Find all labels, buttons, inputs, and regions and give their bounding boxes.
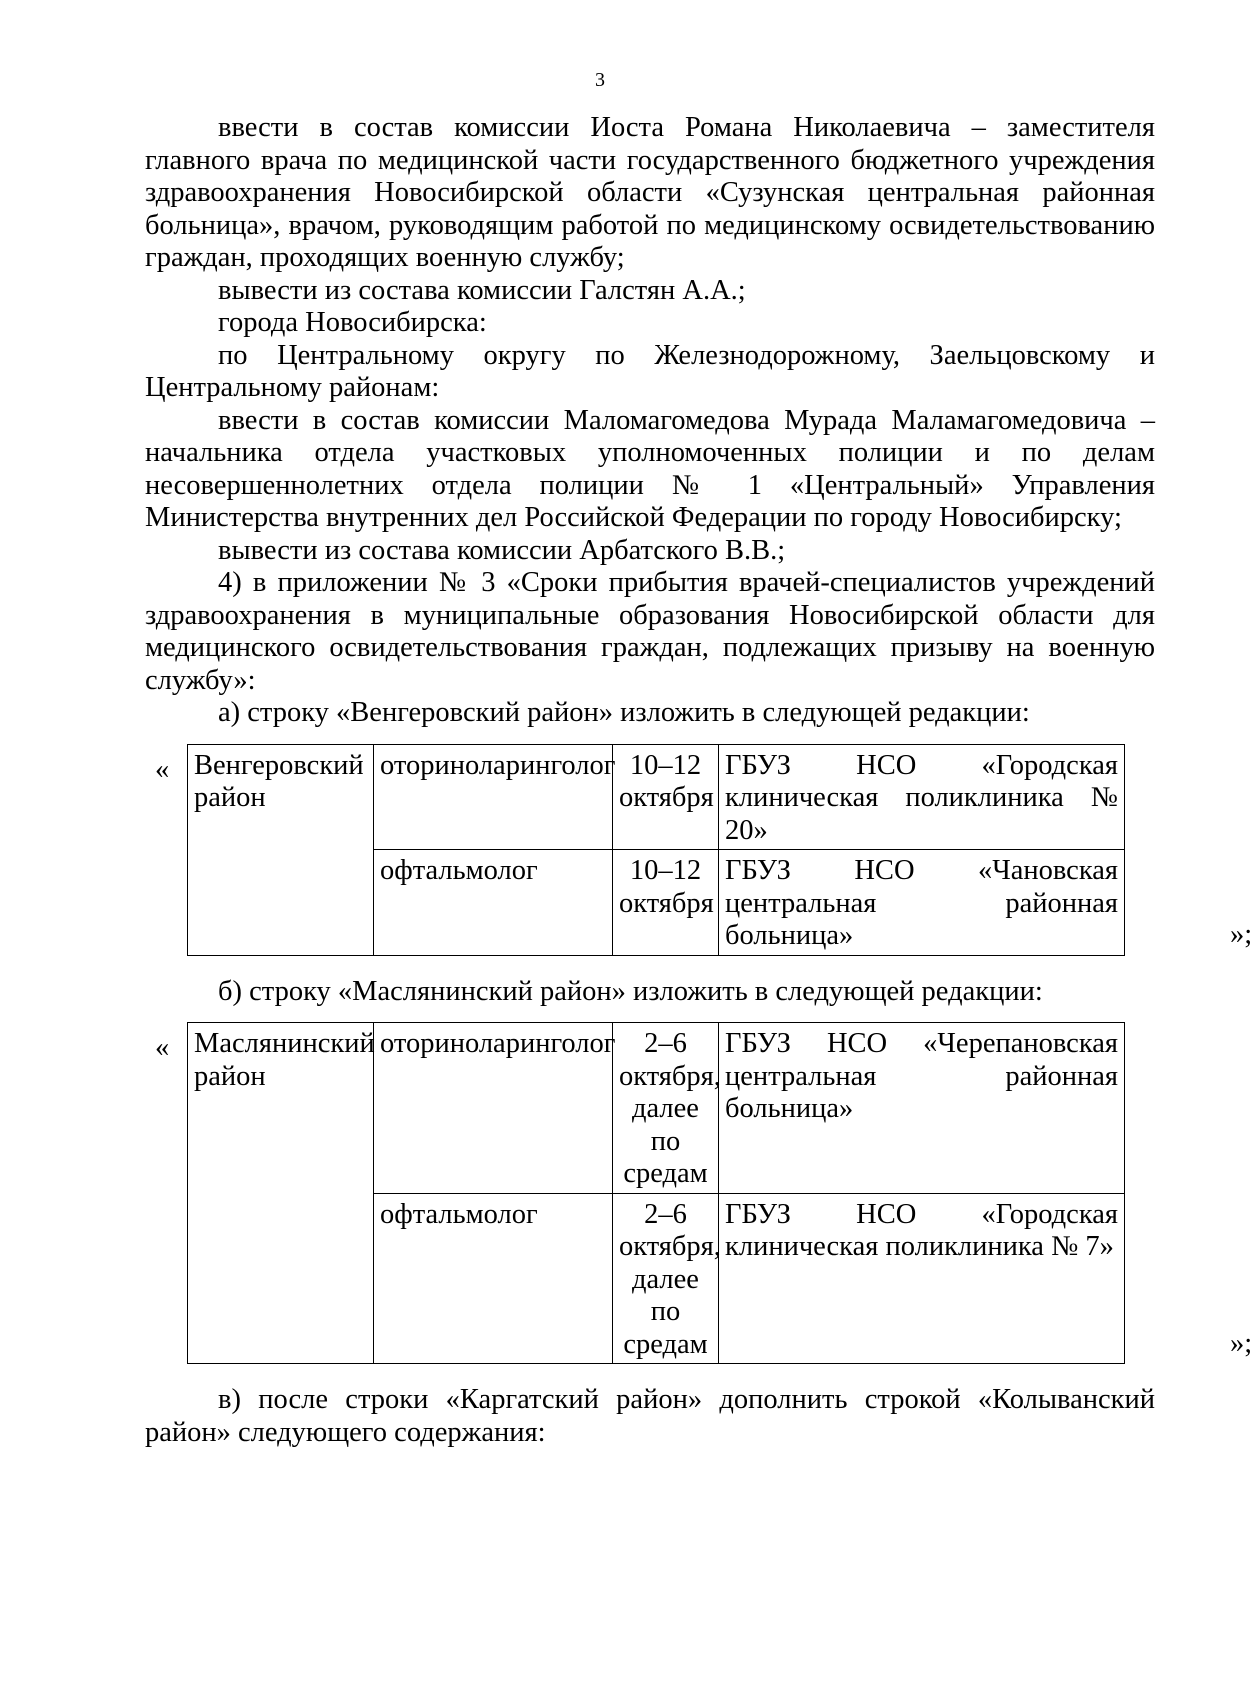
insertion-table-maslyaninsky [145, 1022, 1252, 1364]
dates-cell: 2–6 октября, далее по средам [613, 1193, 719, 1364]
institution-cell: ГБУЗ НСО «Черепановская центральная районная больница» [719, 1023, 1125, 1194]
specialist-cell: офтальмолог [374, 1193, 613, 1364]
close-quote: »; [1230, 919, 1252, 950]
paragraph-remove-arbatsky: вывести из состава комиссии Арбатского В.В.; [218, 534, 786, 566]
paragraph-city-heading: города Новосибирска: [218, 307, 487, 338]
institution-cell: ГБУЗ НСО «Городская клиническая поликлиника № 7» [719, 1193, 1125, 1364]
paragraph-remove-galstyan: вывести из состава комиссии Галстян А.А.; [218, 274, 746, 306]
specialist-cell: оториноларинголог [374, 744, 613, 850]
schedule-table [187, 744, 1125, 956]
dates-cell: 10–12 октября [613, 850, 719, 956]
institution-cell: ГБУЗ НСО «Чановская центральная районная больница» [719, 850, 1125, 956]
open-quote: « [155, 1032, 170, 1063]
item-c-heading: в) после строки «Каргатский район» дополнить строкой «Колыванский район» следующего содержания: [145, 1384, 1155, 1448]
specialist-cell: офтальмолог [374, 850, 613, 956]
institution-cell: ГБУЗ НСО «Городская клиническая поликлиника № 20» [719, 744, 1125, 850]
paragraph-add-malomagomedov: ввести в состав комиссии Маломагомедова Мурада Маламагомедовича – начальника отдела участковых уполномоченных полиции и по делам несовершеннолетних отдела полиции № 1 «Центральный» Управления Министерства внутренних дел Российской Федерации по городу Новосибирску; [145, 404, 1155, 533]
dates-cell: 10–12 октября [613, 744, 719, 850]
document-body [145, 112, 1252, 1449]
district-cell: Маслянинский район [188, 1023, 374, 1364]
paragraph-central-district: по Центральному округу по Железнодорожному, Заельцовскому и Центральному районам: [145, 339, 1155, 403]
paragraph-add-iost: ввести в состав комиссии Иоста Романа Николаевича – заместителя главного врача по медицинской части государственного бюджетного учреждения здравоохранения Новосибирской области «Сузунская центральная районная больница», врачом, руководящим работой по медицинскому освидетельствованию граждан, проходящих военную службу; [145, 112, 1155, 273]
item-b-heading: б) строку «Маслянинский район» изложить в следующей редакции: [218, 975, 1043, 1007]
specialist-cell: оториноларинголог [374, 1023, 613, 1194]
close-quote: »; [1230, 1327, 1252, 1359]
item-a-heading: а) строку «Венгеровский район» изложить в следующей редакции: [218, 697, 1030, 728]
insertion-table-vengerovsky [145, 744, 1252, 956]
dates-cell: 2–6 октября, далее по средам [613, 1023, 719, 1194]
table-row [188, 1023, 1125, 1194]
paragraph-appendix-3: 4) в приложении № 3 «Сроки прибытия врачей-специалистов учреждений здравоохранения в муниципальные образования Новосибирской области для медицинского освидетельствования граждан, подлежащих призыву на военную службу»: [145, 567, 1155, 696]
schedule-table [187, 1022, 1125, 1364]
page-number: 3 [595, 69, 605, 91]
district-cell: Венгеровский район [188, 744, 374, 955]
open-quote: « [155, 753, 170, 785]
table-row [188, 744, 1125, 850]
